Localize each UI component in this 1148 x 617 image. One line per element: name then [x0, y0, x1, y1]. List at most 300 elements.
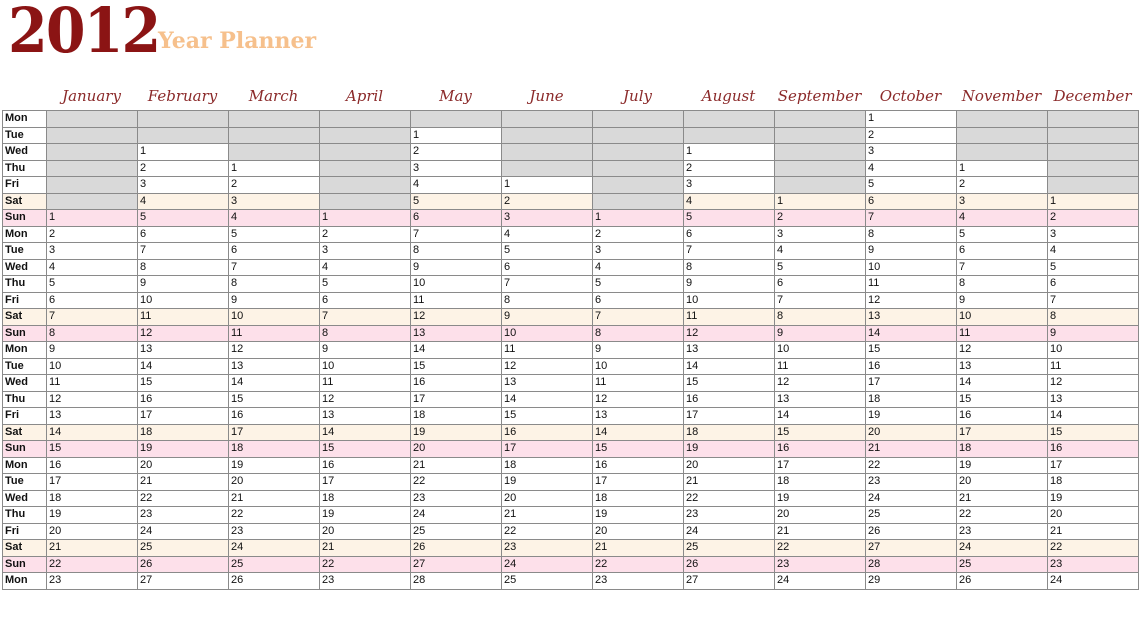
day-cell[interactable]: 4 [593, 259, 684, 276]
day-cell[interactable]: 11 [684, 309, 775, 326]
day-cell[interactable]: 15 [957, 391, 1048, 408]
day-cell[interactable]: 29 [866, 573, 957, 590]
day-cell[interactable]: 6 [684, 226, 775, 243]
day-cell[interactable]: 14 [411, 342, 502, 359]
day-cell[interactable]: 27 [684, 573, 775, 590]
day-cell[interactable]: 1 [775, 193, 866, 210]
day-cell[interactable]: 11 [502, 342, 593, 359]
day-cell[interactable]: 6 [411, 210, 502, 227]
day-cell[interactable]: 14 [1048, 408, 1139, 425]
day-cell[interactable]: 2 [957, 177, 1048, 194]
day-cell[interactable]: 20 [47, 523, 138, 540]
day-cell[interactable]: 13 [684, 342, 775, 359]
day-cell[interactable]: 4 [684, 193, 775, 210]
day-cell[interactable]: 7 [957, 259, 1048, 276]
day-cell[interactable]: 16 [411, 375, 502, 392]
day-cell[interactable]: 22 [411, 474, 502, 491]
day-cell[interactable]: 9 [502, 309, 593, 326]
day-cell[interactable]: 25 [866, 507, 957, 524]
day-cell[interactable]: 15 [502, 408, 593, 425]
day-cell[interactable]: 21 [411, 457, 502, 474]
day-cell[interactable]: 21 [138, 474, 229, 491]
day-cell[interactable]: 13 [47, 408, 138, 425]
day-cell[interactable]: 5 [684, 210, 775, 227]
day-cell[interactable]: 22 [684, 490, 775, 507]
day-cell[interactable]: 9 [229, 292, 320, 309]
day-cell[interactable]: 18 [684, 424, 775, 441]
day-cell[interactable]: 11 [866, 276, 957, 293]
day-cell[interactable]: 22 [229, 507, 320, 524]
day-cell[interactable]: 21 [47, 540, 138, 557]
day-cell[interactable]: 20 [684, 457, 775, 474]
day-cell[interactable]: 23 [1048, 556, 1139, 573]
day-cell[interactable]: 3 [957, 193, 1048, 210]
day-cell[interactable]: 14 [138, 358, 229, 375]
day-cell[interactable]: 23 [320, 573, 411, 590]
day-cell[interactable]: 16 [1048, 441, 1139, 458]
day-cell[interactable]: 4 [502, 226, 593, 243]
day-cell[interactable]: 13 [411, 325, 502, 342]
day-cell[interactable]: 19 [411, 424, 502, 441]
day-cell[interactable]: 11 [1048, 358, 1139, 375]
day-cell[interactable]: 17 [593, 474, 684, 491]
day-cell[interactable]: 21 [684, 474, 775, 491]
day-cell[interactable]: 17 [229, 424, 320, 441]
day-cell[interactable]: 6 [138, 226, 229, 243]
day-cell[interactable]: 20 [138, 457, 229, 474]
day-cell[interactable]: 22 [502, 523, 593, 540]
day-cell[interactable]: 3 [593, 243, 684, 260]
day-cell[interactable]: 2 [47, 226, 138, 243]
day-cell[interactable]: 7 [502, 276, 593, 293]
day-cell[interactable]: 10 [1048, 342, 1139, 359]
day-cell[interactable]: 21 [593, 540, 684, 557]
day-cell[interactable]: 26 [866, 523, 957, 540]
day-cell[interactable]: 9 [866, 243, 957, 260]
day-cell[interactable]: 14 [502, 391, 593, 408]
day-cell[interactable]: 23 [593, 573, 684, 590]
day-cell[interactable]: 18 [1048, 474, 1139, 491]
day-cell[interactable]: 6 [775, 276, 866, 293]
day-cell[interactable]: 23 [138, 507, 229, 524]
day-cell[interactable]: 8 [47, 325, 138, 342]
day-cell[interactable]: 6 [502, 259, 593, 276]
day-cell[interactable]: 19 [1048, 490, 1139, 507]
day-cell[interactable]: 17 [866, 375, 957, 392]
day-cell[interactable]: 17 [320, 474, 411, 491]
day-cell[interactable]: 7 [775, 292, 866, 309]
day-cell[interactable]: 18 [411, 408, 502, 425]
day-cell[interactable]: 17 [47, 474, 138, 491]
day-cell[interactable]: 20 [957, 474, 1048, 491]
day-cell[interactable]: 10 [957, 309, 1048, 326]
day-cell[interactable]: 18 [593, 490, 684, 507]
day-cell[interactable]: 23 [775, 556, 866, 573]
day-cell[interactable]: 7 [593, 309, 684, 326]
day-cell[interactable]: 1 [957, 160, 1048, 177]
day-cell[interactable]: 7 [1048, 292, 1139, 309]
day-cell[interactable]: 25 [411, 523, 502, 540]
day-cell[interactable]: 23 [411, 490, 502, 507]
day-cell[interactable]: 22 [1048, 540, 1139, 557]
day-cell[interactable]: 18 [229, 441, 320, 458]
day-cell[interactable]: 10 [47, 358, 138, 375]
day-cell[interactable]: 11 [593, 375, 684, 392]
day-cell[interactable]: 1 [320, 210, 411, 227]
day-cell[interactable]: 3 [775, 226, 866, 243]
day-cell[interactable]: 16 [320, 457, 411, 474]
day-cell[interactable]: 22 [47, 556, 138, 573]
day-cell[interactable]: 6 [593, 292, 684, 309]
day-cell[interactable]: 15 [1048, 424, 1139, 441]
day-cell[interactable]: 19 [138, 441, 229, 458]
day-cell[interactable]: 18 [866, 391, 957, 408]
day-cell[interactable]: 25 [229, 556, 320, 573]
day-cell[interactable]: 17 [775, 457, 866, 474]
day-cell[interactable]: 2 [320, 226, 411, 243]
day-cell[interactable]: 6 [320, 292, 411, 309]
day-cell[interactable]: 13 [957, 358, 1048, 375]
day-cell[interactable]: 4 [138, 193, 229, 210]
day-cell[interactable]: 19 [684, 441, 775, 458]
day-cell[interactable]: 11 [138, 309, 229, 326]
day-cell[interactable]: 5 [866, 177, 957, 194]
day-cell[interactable]: 12 [1048, 375, 1139, 392]
day-cell[interactable]: 13 [320, 408, 411, 425]
day-cell[interactable]: 3 [684, 177, 775, 194]
day-cell[interactable]: 23 [502, 540, 593, 557]
day-cell[interactable]: 21 [502, 507, 593, 524]
day-cell[interactable]: 16 [593, 457, 684, 474]
day-cell[interactable]: 12 [47, 391, 138, 408]
day-cell[interactable]: 5 [47, 276, 138, 293]
day-cell[interactable]: 28 [866, 556, 957, 573]
day-cell[interactable]: 24 [684, 523, 775, 540]
day-cell[interactable]: 19 [320, 507, 411, 524]
day-cell[interactable]: 5 [1048, 259, 1139, 276]
day-cell[interactable]: 14 [320, 424, 411, 441]
day-cell[interactable]: 15 [411, 358, 502, 375]
day-cell[interactable]: 8 [138, 259, 229, 276]
day-cell[interactable]: 24 [411, 507, 502, 524]
day-cell[interactable]: 4 [320, 259, 411, 276]
day-cell[interactable]: 4 [411, 177, 502, 194]
day-cell[interactable]: 1 [138, 144, 229, 161]
day-cell[interactable]: 16 [229, 408, 320, 425]
day-cell[interactable]: 11 [320, 375, 411, 392]
day-cell[interactable]: 26 [684, 556, 775, 573]
day-cell[interactable]: 19 [775, 490, 866, 507]
day-cell[interactable]: 4 [229, 210, 320, 227]
day-cell[interactable]: 14 [775, 408, 866, 425]
day-cell[interactable]: 21 [866, 441, 957, 458]
day-cell[interactable]: 22 [138, 490, 229, 507]
day-cell[interactable]: 22 [593, 556, 684, 573]
day-cell[interactable]: 21 [229, 490, 320, 507]
day-cell[interactable]: 18 [138, 424, 229, 441]
day-cell[interactable]: 14 [229, 375, 320, 392]
day-cell[interactable]: 16 [866, 358, 957, 375]
day-cell[interactable]: 12 [775, 375, 866, 392]
day-cell[interactable]: 13 [1048, 391, 1139, 408]
day-cell[interactable]: 22 [866, 457, 957, 474]
day-cell[interactable]: 9 [320, 342, 411, 359]
day-cell[interactable]: 8 [502, 292, 593, 309]
day-cell[interactable]: 5 [411, 193, 502, 210]
day-cell[interactable]: 17 [138, 408, 229, 425]
day-cell[interactable]: 10 [775, 342, 866, 359]
day-cell[interactable]: 3 [1048, 226, 1139, 243]
day-cell[interactable]: 19 [866, 408, 957, 425]
day-cell[interactable]: 15 [593, 441, 684, 458]
day-cell[interactable]: 10 [229, 309, 320, 326]
day-cell[interactable]: 27 [138, 573, 229, 590]
day-cell[interactable]: 6 [957, 243, 1048, 260]
day-cell[interactable]: 21 [957, 490, 1048, 507]
day-cell[interactable]: 9 [684, 276, 775, 293]
day-cell[interactable]: 6 [866, 193, 957, 210]
day-cell[interactable]: 8 [593, 325, 684, 342]
day-cell[interactable]: 12 [957, 342, 1048, 359]
day-cell[interactable]: 3 [502, 210, 593, 227]
day-cell[interactable]: 1 [1048, 193, 1139, 210]
day-cell[interactable]: 6 [229, 243, 320, 260]
day-cell[interactable]: 24 [957, 540, 1048, 557]
day-cell[interactable]: 21 [320, 540, 411, 557]
day-cell[interactable]: 3 [320, 243, 411, 260]
day-cell[interactable]: 20 [229, 474, 320, 491]
day-cell[interactable]: 7 [229, 259, 320, 276]
day-cell[interactable]: 21 [775, 523, 866, 540]
day-cell[interactable]: 3 [47, 243, 138, 260]
day-cell[interactable]: 8 [229, 276, 320, 293]
day-cell[interactable]: 4 [957, 210, 1048, 227]
day-cell[interactable]: 2 [866, 127, 957, 144]
day-cell[interactable]: 1 [593, 210, 684, 227]
day-cell[interactable]: 27 [866, 540, 957, 557]
day-cell[interactable]: 14 [866, 325, 957, 342]
day-cell[interactable]: 5 [775, 259, 866, 276]
day-cell[interactable]: 25 [138, 540, 229, 557]
day-cell[interactable]: 1 [502, 177, 593, 194]
day-cell[interactable]: 16 [138, 391, 229, 408]
day-cell[interactable]: 4 [1048, 243, 1139, 260]
day-cell[interactable]: 15 [138, 375, 229, 392]
day-cell[interactable]: 13 [138, 342, 229, 359]
day-cell[interactable]: 3 [229, 193, 320, 210]
day-cell[interactable]: 12 [502, 358, 593, 375]
day-cell[interactable]: 22 [320, 556, 411, 573]
day-cell[interactable]: 5 [502, 243, 593, 260]
day-cell[interactable]: 19 [502, 474, 593, 491]
day-cell[interactable]: 7 [320, 309, 411, 326]
day-cell[interactable]: 2 [138, 160, 229, 177]
day-cell[interactable]: 14 [957, 375, 1048, 392]
day-cell[interactable]: 10 [320, 358, 411, 375]
day-cell[interactable]: 7 [138, 243, 229, 260]
day-cell[interactable]: 20 [320, 523, 411, 540]
day-cell[interactable]: 10 [411, 276, 502, 293]
day-cell[interactable]: 2 [593, 226, 684, 243]
day-cell[interactable]: 9 [593, 342, 684, 359]
day-cell[interactable]: 3 [138, 177, 229, 194]
day-cell[interactable]: 9 [775, 325, 866, 342]
day-cell[interactable]: 8 [411, 243, 502, 260]
day-cell[interactable]: 8 [775, 309, 866, 326]
day-cell[interactable]: 13 [866, 309, 957, 326]
day-cell[interactable]: 16 [775, 441, 866, 458]
day-cell[interactable]: 19 [229, 457, 320, 474]
day-cell[interactable]: 11 [411, 292, 502, 309]
day-cell[interactable]: 20 [593, 523, 684, 540]
day-cell[interactable]: 1 [866, 111, 957, 128]
day-cell[interactable]: 3 [411, 160, 502, 177]
day-cell[interactable]: 20 [866, 424, 957, 441]
day-cell[interactable]: 9 [411, 259, 502, 276]
day-cell[interactable]: 24 [502, 556, 593, 573]
day-cell[interactable]: 16 [47, 457, 138, 474]
day-cell[interactable]: 5 [957, 226, 1048, 243]
day-cell[interactable]: 25 [684, 540, 775, 557]
day-cell[interactable]: 14 [684, 358, 775, 375]
day-cell[interactable]: 12 [593, 391, 684, 408]
day-cell[interactable]: 9 [1048, 325, 1139, 342]
day-cell[interactable]: 2 [1048, 210, 1139, 227]
day-cell[interactable]: 3 [866, 144, 957, 161]
day-cell[interactable]: 18 [957, 441, 1048, 458]
day-cell[interactable]: 1 [684, 144, 775, 161]
day-cell[interactable]: 13 [593, 408, 684, 425]
day-cell[interactable]: 11 [229, 325, 320, 342]
day-cell[interactable]: 4 [775, 243, 866, 260]
day-cell[interactable]: 12 [684, 325, 775, 342]
day-cell[interactable]: 9 [138, 276, 229, 293]
day-cell[interactable]: 23 [229, 523, 320, 540]
day-cell[interactable]: 12 [866, 292, 957, 309]
day-cell[interactable]: 18 [320, 490, 411, 507]
day-cell[interactable]: 18 [47, 490, 138, 507]
day-cell[interactable]: 15 [320, 441, 411, 458]
day-cell[interactable]: 18 [502, 457, 593, 474]
day-cell[interactable]: 23 [957, 523, 1048, 540]
day-cell[interactable]: 5 [229, 226, 320, 243]
day-cell[interactable]: 2 [502, 193, 593, 210]
day-cell[interactable]: 8 [957, 276, 1048, 293]
day-cell[interactable]: 14 [47, 424, 138, 441]
day-cell[interactable]: 26 [957, 573, 1048, 590]
day-cell[interactable]: 6 [47, 292, 138, 309]
day-cell[interactable]: 24 [229, 540, 320, 557]
day-cell[interactable]: 4 [866, 160, 957, 177]
day-cell[interactable]: 15 [775, 424, 866, 441]
day-cell[interactable]: 23 [866, 474, 957, 491]
day-cell[interactable]: 9 [957, 292, 1048, 309]
day-cell[interactable]: 2 [411, 144, 502, 161]
day-cell[interactable]: 19 [593, 507, 684, 524]
day-cell[interactable]: 16 [957, 408, 1048, 425]
day-cell[interactable]: 17 [957, 424, 1048, 441]
day-cell[interactable]: 1 [411, 127, 502, 144]
day-cell[interactable]: 16 [684, 391, 775, 408]
day-cell[interactable]: 23 [47, 573, 138, 590]
day-cell[interactable]: 8 [866, 226, 957, 243]
day-cell[interactable]: 13 [502, 375, 593, 392]
day-cell[interactable]: 23 [684, 507, 775, 524]
day-cell[interactable]: 6 [1048, 276, 1139, 293]
day-cell[interactable]: 8 [1048, 309, 1139, 326]
day-cell[interactable]: 5 [138, 210, 229, 227]
day-cell[interactable]: 10 [593, 358, 684, 375]
day-cell[interactable]: 20 [1048, 507, 1139, 524]
day-cell[interactable]: 11 [47, 375, 138, 392]
day-cell[interactable]: 2 [775, 210, 866, 227]
day-cell[interactable]: 25 [502, 573, 593, 590]
day-cell[interactable]: 15 [229, 391, 320, 408]
day-cell[interactable]: 19 [957, 457, 1048, 474]
day-cell[interactable]: 12 [320, 391, 411, 408]
day-cell[interactable]: 19 [47, 507, 138, 524]
day-cell[interactable]: 7 [411, 226, 502, 243]
day-cell[interactable]: 10 [866, 259, 957, 276]
day-cell[interactable]: 24 [1048, 573, 1139, 590]
day-cell[interactable]: 13 [229, 358, 320, 375]
day-cell[interactable]: 5 [320, 276, 411, 293]
day-cell[interactable]: 17 [411, 391, 502, 408]
day-cell[interactable]: 8 [320, 325, 411, 342]
day-cell[interactable]: 7 [684, 243, 775, 260]
day-cell[interactable]: 12 [229, 342, 320, 359]
day-cell[interactable]: 2 [229, 177, 320, 194]
day-cell[interactable]: 17 [502, 441, 593, 458]
day-cell[interactable]: 26 [229, 573, 320, 590]
day-cell[interactable]: 20 [411, 441, 502, 458]
day-cell[interactable]: 11 [957, 325, 1048, 342]
day-cell[interactable]: 22 [957, 507, 1048, 524]
day-cell[interactable]: 17 [684, 408, 775, 425]
day-cell[interactable]: 24 [775, 573, 866, 590]
day-cell[interactable]: 5 [593, 276, 684, 293]
day-cell[interactable]: 28 [411, 573, 502, 590]
day-cell[interactable]: 24 [138, 523, 229, 540]
day-cell[interactable]: 16 [502, 424, 593, 441]
day-cell[interactable]: 15 [47, 441, 138, 458]
day-cell[interactable]: 15 [866, 342, 957, 359]
day-cell[interactable]: 8 [684, 259, 775, 276]
day-cell[interactable]: 25 [957, 556, 1048, 573]
day-cell[interactable]: 15 [684, 375, 775, 392]
day-cell[interactable]: 1 [47, 210, 138, 227]
day-cell[interactable]: 18 [775, 474, 866, 491]
day-cell[interactable]: 13 [775, 391, 866, 408]
day-cell[interactable]: 1 [229, 160, 320, 177]
day-cell[interactable]: 12 [411, 309, 502, 326]
day-cell[interactable]: 9 [47, 342, 138, 359]
day-cell[interactable]: 4 [47, 259, 138, 276]
day-cell[interactable]: 14 [593, 424, 684, 441]
day-cell[interactable]: 10 [684, 292, 775, 309]
day-cell[interactable]: 10 [502, 325, 593, 342]
day-cell[interactable]: 22 [775, 540, 866, 557]
day-cell[interactable]: 7 [47, 309, 138, 326]
day-cell[interactable]: 11 [775, 358, 866, 375]
day-cell[interactable]: 2 [684, 160, 775, 177]
day-cell[interactable]: 20 [775, 507, 866, 524]
day-cell[interactable]: 21 [1048, 523, 1139, 540]
day-cell[interactable]: 10 [138, 292, 229, 309]
day-cell[interactable]: 26 [138, 556, 229, 573]
day-cell[interactable]: 20 [502, 490, 593, 507]
day-cell[interactable]: 26 [411, 540, 502, 557]
